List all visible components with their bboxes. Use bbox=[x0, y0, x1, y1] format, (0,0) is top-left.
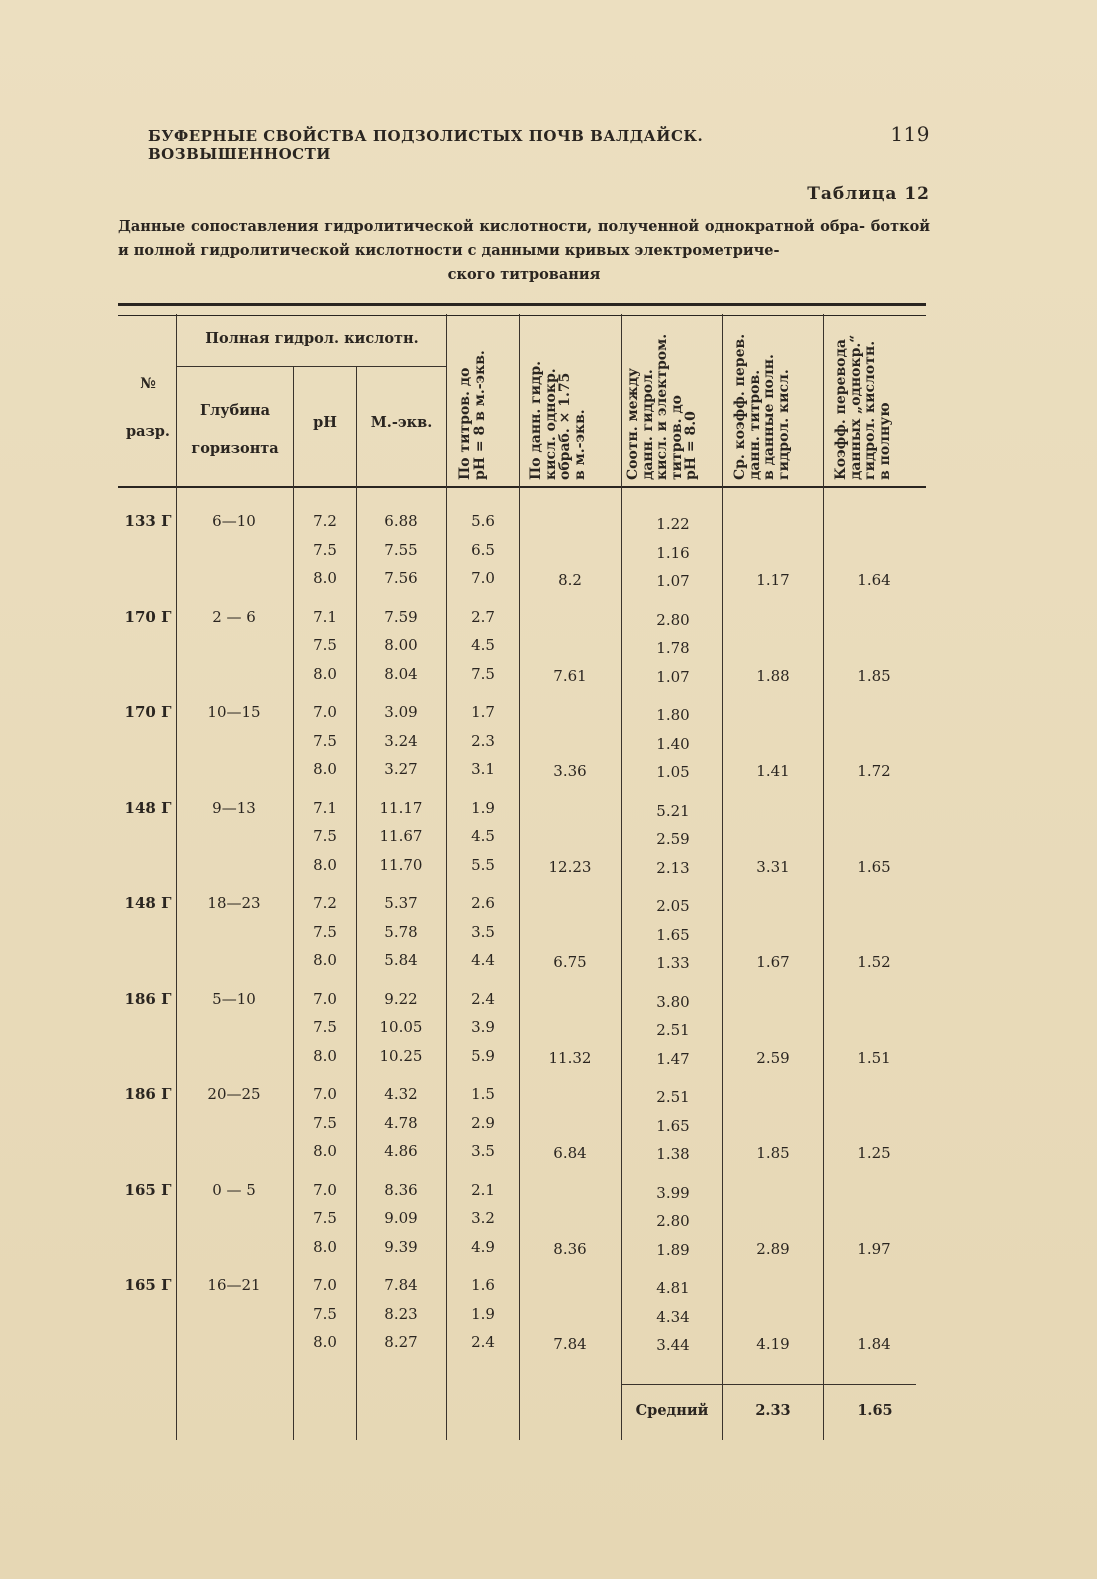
cell-ph: 7.0 bbox=[313, 1085, 337, 1103]
cell-ratio: 1.05 bbox=[656, 763, 690, 781]
cell-ph: 8.0 bbox=[313, 664, 337, 683]
header-depth-line-2: горизонта bbox=[191, 440, 279, 457]
header-titr bbox=[458, 350, 487, 480]
cell-conv: 1.84 bbox=[857, 1335, 891, 1353]
col-divider bbox=[823, 314, 824, 1440]
cell-ph: 7.0 bbox=[313, 989, 337, 1008]
sample-id: 133 Г bbox=[124, 512, 172, 530]
header-hydr-line-2: кисл. однокр. bbox=[542, 368, 559, 480]
cell-ph: 7.5 bbox=[313, 1018, 337, 1036]
col-divider bbox=[722, 314, 723, 1440]
cell-titr: 3.9 bbox=[471, 1018, 495, 1036]
caption-line-3: ского титрования bbox=[447, 266, 601, 283]
header-num-line-1: № bbox=[140, 375, 156, 392]
cell-ph: 7.0 bbox=[313, 1180, 337, 1199]
cell-ratio: 4.81 bbox=[656, 1279, 690, 1297]
cell-conv: 1.85 bbox=[857, 666, 891, 685]
footer-label: Средний bbox=[635, 1402, 709, 1419]
cell-ph: 8.0 bbox=[313, 855, 337, 874]
cell-titr: 4.4 bbox=[471, 951, 495, 969]
header-group: Полная гидрол. кислотн. bbox=[205, 330, 419, 347]
header-num-line-2: разр. bbox=[126, 423, 170, 440]
running-head bbox=[148, 122, 930, 163]
header-ph: pH bbox=[313, 414, 337, 431]
sample-id: 186 Г bbox=[124, 1085, 172, 1103]
cell-ratio: 3.44 bbox=[656, 1336, 690, 1354]
cell-meq: 8.27 bbox=[384, 1333, 418, 1351]
cell-titr: 5.5 bbox=[471, 855, 495, 874]
sample-id: 186 Г bbox=[124, 989, 172, 1008]
col-divider bbox=[621, 314, 622, 1440]
cell-titr: 2.9 bbox=[471, 1113, 495, 1132]
cell-meq: 7.59 bbox=[384, 607, 418, 626]
cell-avg: 4.19 bbox=[756, 1335, 790, 1353]
cell-titr: 1.9 bbox=[471, 1304, 495, 1323]
header-ratio-line-1: Соотн. между bbox=[625, 368, 641, 480]
cell-ratio: 1.78 bbox=[656, 639, 690, 657]
cell-ratio: 1.16 bbox=[656, 543, 690, 562]
sample-id: 148 Г bbox=[124, 798, 172, 817]
cell-conv: 1.64 bbox=[857, 571, 891, 589]
cell-meq: 9.09 bbox=[384, 1209, 418, 1227]
cell-ph: 8.0 bbox=[313, 1046, 337, 1065]
header-depth-line-1: Глубина bbox=[200, 402, 270, 419]
horizon-depth: 18—23 bbox=[207, 894, 261, 912]
cell-ph: 8.0 bbox=[313, 951, 337, 969]
cell-meq: 6.88 bbox=[384, 512, 418, 530]
cell-meq: 8.36 bbox=[384, 1180, 418, 1199]
cell-ratio: 1.22 bbox=[656, 515, 690, 533]
cell-ratio: 2.80 bbox=[656, 1212, 690, 1230]
header-avgcoef-line-3: в данные полн. bbox=[761, 354, 777, 480]
cell-titr: 5.9 bbox=[471, 1046, 495, 1065]
cell-avg: 2.89 bbox=[756, 1239, 790, 1258]
cell-hydr: 7.84 bbox=[553, 1335, 587, 1353]
cell-conv: 1.65 bbox=[857, 857, 891, 876]
cell-ph: 8.0 bbox=[313, 760, 337, 778]
footer-conv: 1.65 bbox=[857, 1402, 893, 1419]
cell-hydr: 12.23 bbox=[548, 857, 592, 876]
cell-titr: 1.5 bbox=[471, 1085, 495, 1103]
cell-meq: 10.05 bbox=[379, 1018, 423, 1036]
col-divider bbox=[176, 314, 177, 1440]
header-hydr-line-3: обраб. × 1.75 bbox=[557, 372, 573, 480]
cell-ratio: 1.07 bbox=[656, 572, 690, 590]
cell-ph: 7.0 bbox=[313, 703, 337, 721]
header-hydr-line-4: в м.-экв. bbox=[571, 409, 588, 480]
cell-ratio: 1.40 bbox=[656, 734, 690, 753]
cell-hydr: 8.2 bbox=[558, 571, 582, 589]
cell-titr: 5.6 bbox=[471, 512, 495, 530]
header-meq: М.-экв. bbox=[370, 414, 433, 431]
sample-id: 170 Г bbox=[124, 703, 172, 721]
cell-ratio: 1.38 bbox=[656, 1145, 690, 1163]
cell-hydr: 11.32 bbox=[548, 1048, 592, 1067]
horizon-depth: 9—13 bbox=[212, 798, 256, 817]
cell-ratio: 1.89 bbox=[656, 1240, 690, 1259]
header-convcoef-line-2: данных „однокр.“ bbox=[847, 334, 864, 480]
cell-meq: 11.70 bbox=[379, 855, 423, 874]
sample-id: 165 Г bbox=[124, 1180, 172, 1199]
cell-meq: 4.86 bbox=[384, 1142, 418, 1160]
cell-meq: 4.78 bbox=[384, 1113, 418, 1132]
cell-titr: 7.5 bbox=[471, 664, 495, 683]
cell-ph: 7.1 bbox=[313, 798, 337, 817]
cell-ratio: 1.07 bbox=[656, 667, 690, 686]
header-avgcoef-line-2: данн. титров. bbox=[746, 369, 763, 480]
footer-rule bbox=[621, 1384, 916, 1385]
cell-ratio: 1.33 bbox=[656, 954, 690, 972]
header-ratio-line-5: pH = 8.0 bbox=[683, 411, 699, 480]
cell-ratio: 3.80 bbox=[656, 992, 690, 1011]
caption-line-2: боткой и полной гидролитической кислотности с данными кривых электрометриче- bbox=[118, 218, 930, 259]
cell-ratio: 2.51 bbox=[656, 1021, 690, 1039]
cell-conv: 1.51 bbox=[857, 1048, 891, 1067]
cell-meq: 11.67 bbox=[379, 827, 423, 845]
cell-meq: 11.17 bbox=[379, 798, 423, 817]
horizon-depth: 10—15 bbox=[207, 703, 261, 721]
cell-avg: 1.17 bbox=[756, 571, 790, 589]
cell-meq: 3.09 bbox=[384, 703, 418, 721]
page-number: 119 bbox=[890, 122, 930, 146]
cell-meq: 9.22 bbox=[384, 989, 418, 1008]
header-convcoef-line-4: в полную bbox=[876, 402, 893, 480]
cell-ph: 7.0 bbox=[313, 1276, 337, 1294]
cell-titr: 2.6 bbox=[471, 894, 495, 912]
cell-meq: 9.39 bbox=[384, 1237, 418, 1256]
cell-titr: 4.9 bbox=[471, 1237, 495, 1256]
header-avgcoef-line-4: гидрол. кисл. bbox=[775, 369, 792, 480]
cell-ph: 7.2 bbox=[313, 512, 337, 530]
cell-ph: 7.5 bbox=[313, 636, 337, 654]
cell-ratio: 2.13 bbox=[656, 858, 690, 877]
cell-titr: 3.1 bbox=[471, 760, 495, 778]
header-convcoef bbox=[834, 335, 892, 480]
table-top-rule bbox=[118, 303, 926, 316]
running-head-title: БУФЕРНЫЕ СВОЙСТВА ПОДЗОЛИСТЫХ ПОЧВ ВАЛДАЙСК. ВОЗВЫШЕННОСТИ bbox=[148, 127, 704, 163]
header-convcoef-line-1: Коэфф. перевода bbox=[833, 339, 849, 480]
header-depth bbox=[177, 392, 293, 468]
cell-titr: 1.6 bbox=[471, 1276, 495, 1294]
cell-ph: 7.5 bbox=[313, 1304, 337, 1323]
cell-titr: 2.3 bbox=[471, 731, 495, 750]
cell-titr: 4.5 bbox=[471, 636, 495, 654]
cell-titr: 1.9 bbox=[471, 798, 495, 817]
cell-meq: 3.27 bbox=[384, 760, 418, 778]
header-hydr bbox=[529, 361, 587, 480]
cell-ratio: 1.65 bbox=[656, 1116, 690, 1135]
cell-titr: 6.5 bbox=[471, 540, 495, 559]
cell-ph: 7.5 bbox=[313, 1113, 337, 1132]
cell-meq: 10.25 bbox=[379, 1046, 423, 1065]
cell-meq: 4.32 bbox=[384, 1085, 418, 1103]
cell-ph: 7.2 bbox=[313, 894, 337, 912]
cell-ph: 8.0 bbox=[313, 1333, 337, 1351]
cell-ph: 7.5 bbox=[313, 827, 337, 845]
header-avgcoef-line-1: Ср. коэфф. перев. bbox=[732, 333, 748, 480]
cell-ratio: 3.99 bbox=[656, 1183, 690, 1202]
table-header-rule bbox=[118, 486, 926, 488]
table-label: Таблица 12 bbox=[807, 184, 930, 204]
cell-ratio: 1.47 bbox=[656, 1049, 690, 1068]
cell-avg: 3.31 bbox=[756, 857, 790, 876]
header-num bbox=[120, 360, 176, 456]
sample-id: 148 Г bbox=[124, 894, 172, 912]
cell-ph: 7.5 bbox=[313, 731, 337, 750]
cell-titr: 4.5 bbox=[471, 827, 495, 845]
cell-avg: 1.41 bbox=[756, 762, 790, 780]
cell-ratio: 2.80 bbox=[656, 610, 690, 629]
cell-ratio: 1.80 bbox=[656, 706, 690, 724]
header-ratio-line-4: титров. до bbox=[668, 394, 685, 480]
col-divider bbox=[446, 314, 447, 1440]
cell-avg: 2.59 bbox=[756, 1048, 790, 1067]
cell-ph: 7.1 bbox=[313, 607, 337, 626]
cell-meq: 7.84 bbox=[384, 1276, 418, 1294]
cell-titr: 2.7 bbox=[471, 607, 495, 626]
cell-meq: 7.55 bbox=[384, 540, 418, 559]
header-avgcoef bbox=[733, 334, 791, 480]
cell-ph: 7.5 bbox=[313, 540, 337, 559]
horizon-depth: 6—10 bbox=[212, 512, 256, 530]
header-convcoef-line-3: гидрол. кислотн. bbox=[862, 340, 878, 480]
cell-ph: 8.0 bbox=[313, 1142, 337, 1160]
cell-ratio: 2.05 bbox=[656, 897, 690, 915]
cell-ratio: 2.51 bbox=[656, 1088, 690, 1106]
horizon-depth: 2 — 6 bbox=[212, 607, 256, 626]
col-divider bbox=[519, 314, 520, 1440]
cell-ratio: 5.21 bbox=[656, 801, 690, 820]
cell-ph: 8.0 bbox=[313, 569, 337, 587]
header-hydr-line-1: По данн. гидр. bbox=[528, 360, 544, 480]
cell-meq: 7.56 bbox=[384, 569, 418, 587]
cell-conv: 1.52 bbox=[857, 953, 891, 971]
cell-hydr: 8.36 bbox=[553, 1239, 587, 1258]
sample-id: 165 Г bbox=[124, 1276, 172, 1294]
cell-titr: 3.2 bbox=[471, 1209, 495, 1227]
cell-meq: 8.04 bbox=[384, 664, 418, 683]
cell-titr: 7.0 bbox=[471, 569, 495, 587]
horizon-depth: 0 — 5 bbox=[212, 1180, 256, 1199]
cell-titr: 2.4 bbox=[471, 1333, 495, 1351]
cell-avg: 1.67 bbox=[756, 953, 790, 971]
cell-meq: 5.84 bbox=[384, 951, 418, 969]
cell-hydr: 6.84 bbox=[553, 1144, 587, 1162]
header-ratio bbox=[626, 334, 699, 480]
cell-titr: 2.1 bbox=[471, 1180, 495, 1199]
sample-id: 170 Г bbox=[124, 607, 172, 626]
cell-meq: 5.78 bbox=[384, 922, 418, 941]
horizon-depth: 16—21 bbox=[207, 1276, 261, 1294]
cell-meq: 8.23 bbox=[384, 1304, 418, 1323]
cell-hydr: 3.36 bbox=[553, 762, 587, 780]
cell-avg: 1.88 bbox=[756, 666, 790, 685]
cell-ph: 7.5 bbox=[313, 922, 337, 941]
cell-titr: 3.5 bbox=[471, 1142, 495, 1160]
cell-titr: 1.7 bbox=[471, 703, 495, 721]
cell-meq: 5.37 bbox=[384, 894, 418, 912]
footer-avg: 2.33 bbox=[755, 1402, 791, 1419]
cell-meq: 3.24 bbox=[384, 731, 418, 750]
header-titr-line-1: По титров. до bbox=[457, 367, 473, 480]
cell-meq: 8.00 bbox=[384, 636, 418, 654]
cell-titr: 3.5 bbox=[471, 922, 495, 941]
table-caption bbox=[118, 215, 930, 287]
cell-ph: 7.5 bbox=[313, 1209, 337, 1227]
header-titr-line-2: pH = 8 в м.-экв. bbox=[471, 350, 488, 480]
cell-ratio: 2.59 bbox=[656, 830, 690, 848]
header-ratio-line-2: данн. гидрол. bbox=[639, 369, 656, 480]
cell-titr: 2.4 bbox=[471, 989, 495, 1008]
group-header-rule bbox=[176, 366, 446, 367]
horizon-depth: 5—10 bbox=[212, 989, 256, 1008]
header-ratio-line-3: кисл. и электром. bbox=[654, 333, 670, 480]
cell-conv: 1.25 bbox=[857, 1144, 891, 1162]
cell-avg: 1.85 bbox=[756, 1144, 790, 1162]
cell-ph: 8.0 bbox=[313, 1237, 337, 1256]
cell-ratio: 4.34 bbox=[656, 1307, 690, 1326]
cell-hydr: 6.75 bbox=[553, 953, 587, 971]
caption-line-1: Данные сопоставления гидролитической кислотности, полученной однократной обра- bbox=[118, 218, 866, 235]
cell-hydr: 7.61 bbox=[553, 666, 587, 685]
cell-ratio: 1.65 bbox=[656, 925, 690, 944]
cell-conv: 1.72 bbox=[857, 762, 891, 780]
horizon-depth: 20—25 bbox=[207, 1085, 261, 1103]
cell-conv: 1.97 bbox=[857, 1239, 891, 1258]
